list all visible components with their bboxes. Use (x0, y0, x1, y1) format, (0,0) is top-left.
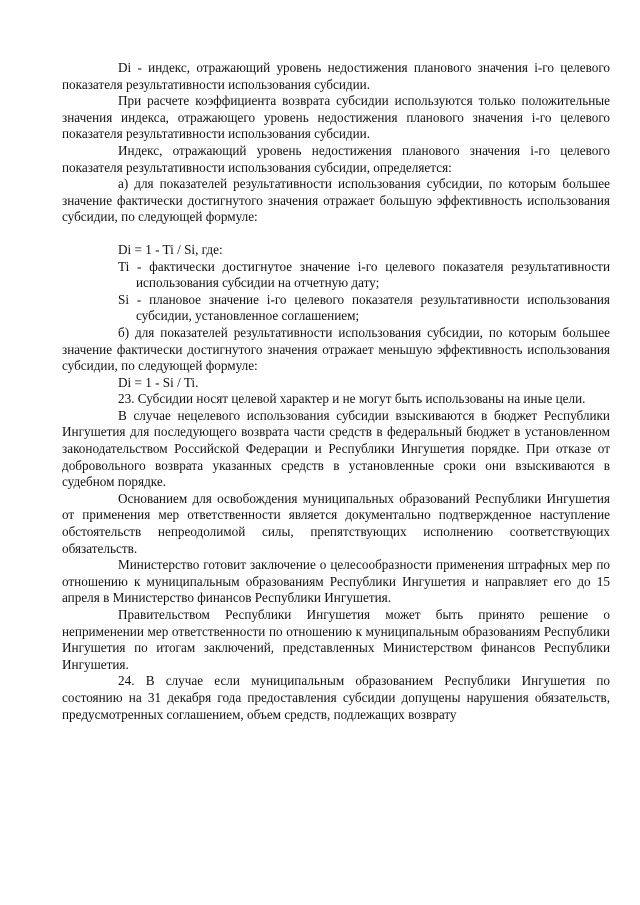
paragraph-government-decision: Правительством Республики Ингушетия может быть принято решение о неприменении мер ответственности по отношению к муниципальным образованиям Республики Ингушетия по итогам заключений, представленных Министерством финансов Республики Ингушетия. (62, 607, 610, 672)
paragraph-case-a: а) для показателей результативности использования субсидии, по которым большее значение фактически достигнутого значения отражает большую эффективность использования субсидии, по следующей формуле: (62, 176, 610, 225)
paragraph-index-definition: Индекс, отражающий уровень недостижения планового значения i-го целевого показателя результативности использования субсидии, определяется: (62, 142, 610, 175)
paragraph-positive-values: При расчете коэффициента возврата субсидии используются только положительные значения индекса, отражающего уровень недостижения планового значения i-го целевого показателя результативности использования субсидии. (62, 93, 610, 142)
paragraph-ministry-conclusion: Министерство готовит заключение о целесообразности применения штрафных мер по отношению к муниципальным образованиям Республики Ингушетия и направляет его до 15 апреля в Министерство финансов Республики Ингушетия. (62, 557, 610, 606)
document-page (62, 60, 610, 723)
paragraph-item-24: 24. В случае если муниципальным образованием Республики Ингушетия по состоянию на 31 декабря года предоставления субсидии допущены нарушения обязательств, предусмотренных соглашением, объем средств, подлежащих возврату (62, 673, 610, 722)
paragraph-misuse: В случае нецелевого использования субсидии взыскиваются в бюджет Республики Ингушетия для последующего возврата части средств в федеральный бюджет в установленном законодательством Российской Федерации и Республики Ингушетия порядке. При отказе от добровольного возврата указанных средств в установленные сроки они взыскиваются в судебном порядке. (62, 407, 610, 490)
formula-b: Di = 1 - Si / Ti. (118, 374, 199, 390)
paragraph-si-definition: Si - плановое значение i-го целевого показателя результативности использования субсидии, установленное соглашением; (118, 291, 610, 324)
paragraph-di-definition: Di - индекс, отражающий уровень недостижения планового значения i-го целевого показателя результативности использования субсидии. (62, 60, 610, 92)
paragraph-force-majeure: Основанием для освобождения муниципальных образований Республики Ингушетия от применения мер ответственности является документально подтвержденное наступление обстоятельств непреодолимой силы, препятствующих исполнению соответствующих обязательств. (62, 490, 610, 556)
paragraph-case-b: б) для показателей результативности использования субсидии, по которым большее значение фактически достигнутого значения отражает меньшую эффективность использования субсидии, по следующей формуле: (62, 324, 610, 374)
paragraph-ti-definition: Ti - фактически достигнутое значение i-го целевого показателя результативности использования субсидии на отчетную дату; (118, 258, 610, 291)
paragraph-item-23: 23. Субсидии носят целевой характер и не могут быть использованы на иные цели. (118, 391, 586, 407)
formula-a: Di = 1 - Ti / Si, где: (118, 241, 223, 257)
